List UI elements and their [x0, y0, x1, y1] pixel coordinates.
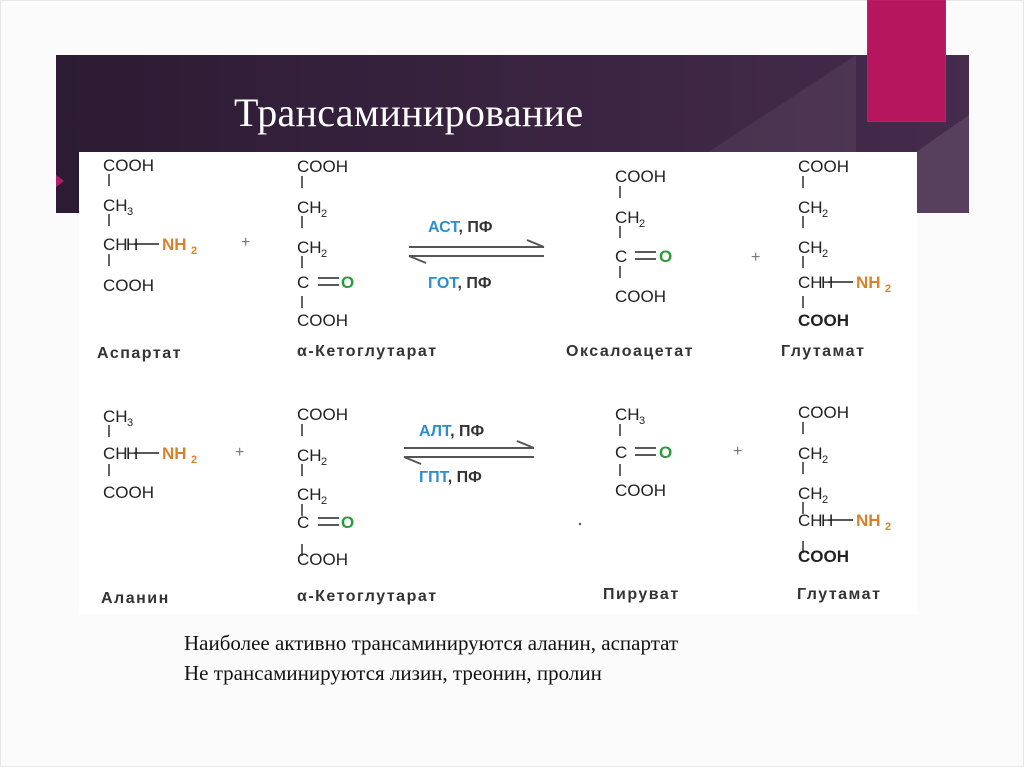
formula-text: CH	[798, 238, 823, 257]
svg-text:АСТ, ПФ: АСТ, ПФ	[428, 219, 493, 236]
formula-subscript: 2	[822, 494, 829, 506]
reaction-scheme	[79, 152, 917, 614]
formula-text: COOH	[615, 167, 666, 186]
formula-text: H	[126, 444, 139, 463]
formula-subscript: 3	[639, 415, 646, 427]
formula-subscript: 3	[127, 206, 134, 218]
molecule-glutamate	[798, 403, 891, 566]
formula-text: COOH	[103, 156, 154, 175]
enzyme-label-reverse	[428, 275, 492, 292]
formula-text: COOH	[297, 405, 348, 424]
formula-text: CH	[798, 273, 823, 292]
formula-text: CH	[297, 198, 322, 217]
formula-text: CH	[615, 208, 640, 227]
formula-text: CH	[798, 484, 823, 503]
formula-text: COOH	[615, 481, 666, 500]
compound-label: Пируват	[603, 586, 680, 603]
plus-sign: +	[241, 234, 251, 251]
slide-title: Трансаминирование	[234, 90, 584, 135]
formula-subscript: 2	[321, 208, 328, 220]
formula-text: COOH	[103, 276, 154, 295]
formula-text: COOH	[297, 550, 348, 569]
svg-text:ГОТ, ПФ: ГОТ, ПФ	[428, 275, 492, 292]
compound-label: Глутамат	[797, 586, 882, 603]
compound-label: Глутамат	[781, 343, 866, 360]
formula-subscript: 2	[822, 248, 829, 260]
formula-text: COOH	[297, 157, 348, 176]
note-line: Не трансаминируются лизин, треонин, пролин	[184, 661, 602, 685]
formula-text: COOH	[615, 287, 666, 306]
formula-text: CH	[615, 405, 640, 424]
compound-label: Оксалоацетат	[566, 343, 694, 360]
compound-label: α-Кетоглутарат	[297, 343, 438, 360]
formula-text: COOH	[798, 311, 849, 330]
stray-dot	[579, 523, 581, 525]
formula-text: CH	[798, 511, 823, 530]
molecule-pyruvate	[615, 405, 672, 500]
formula-text: CH	[297, 485, 322, 504]
formula-text: CH	[103, 235, 128, 254]
banner-arrow-icon	[56, 175, 64, 187]
formula-text: COOH	[798, 403, 849, 422]
oxo-group: O	[341, 273, 355, 292]
formula-text: H	[821, 511, 834, 530]
formula-text: COOH	[798, 547, 849, 566]
formula-text: CH	[297, 238, 322, 257]
formula-text: COOH	[103, 483, 154, 502]
enzyme-label-forward	[419, 423, 485, 440]
formula-subscript: 2	[639, 218, 646, 230]
amino-group: NH	[856, 273, 881, 292]
reaction-figure	[79, 152, 917, 614]
compound-label: Аспартат	[97, 345, 182, 362]
formula-subscript: 2	[885, 283, 892, 295]
formula-subscript: 2	[822, 454, 829, 466]
formula-subscript: 3	[127, 417, 134, 429]
formula-subscript: 2	[885, 521, 892, 533]
molecule-alpha-ketoglutarate	[297, 405, 354, 569]
amino-group: NH	[162, 235, 187, 254]
formula-text: CH	[798, 444, 823, 463]
accent-bar	[867, 0, 946, 122]
notes	[184, 628, 678, 688]
plus-sign: +	[733, 443, 743, 460]
formula-text: C	[615, 443, 628, 462]
compound-label: Аланин	[101, 590, 170, 607]
formula-text: CH	[297, 446, 322, 465]
formula-text: CH	[103, 407, 128, 426]
formula-text: C	[297, 513, 310, 532]
formula-text: CH	[798, 198, 823, 217]
formula-text: C	[297, 273, 310, 292]
formula-text: CH	[103, 444, 128, 463]
enzyme-label-reverse	[419, 469, 482, 486]
oxo-group: O	[659, 247, 673, 266]
compound-label: α-Кетоглутарат	[297, 588, 438, 605]
formula-subscript: 2	[321, 456, 328, 468]
formula-subscript: 2	[321, 248, 328, 260]
formula-text: COOH	[798, 157, 849, 176]
formula-subscript: 2	[321, 495, 328, 507]
molecule-alpha-ketoglutarate	[297, 157, 354, 330]
formula-text: CH	[103, 196, 128, 215]
molecule-oxaloacetate	[615, 167, 672, 306]
formula-text: H	[821, 273, 834, 292]
note-line: Наиболее активно трансаминируются аланин, аспартат	[184, 631, 679, 655]
oxo-group: O	[341, 513, 355, 532]
equilibrium-arrow-icon	[404, 441, 534, 464]
formula-text: C	[615, 247, 628, 266]
formula-subscript: 2	[191, 245, 198, 257]
svg-text:ГПТ, ПФ: ГПТ, ПФ	[419, 469, 482, 486]
plus-sign: +	[751, 249, 761, 266]
enzyme-label-forward	[428, 219, 493, 236]
molecule-alanine	[103, 407, 197, 502]
formula-subscript: 2	[191, 454, 198, 466]
svg-text:АЛТ, ПФ: АЛТ, ПФ	[419, 423, 485, 440]
amino-group: NH	[856, 511, 881, 530]
molecule-aspartate	[103, 156, 197, 295]
formula-subscript: 2	[822, 208, 829, 220]
equilibrium-arrow-icon	[409, 240, 544, 263]
formula-text: COOH	[297, 311, 348, 330]
oxo-group: O	[659, 443, 673, 462]
amino-group: NH	[162, 444, 187, 463]
plus-sign: +	[235, 444, 245, 461]
formula-text: H	[126, 235, 139, 254]
molecule-glutamate	[798, 157, 891, 330]
